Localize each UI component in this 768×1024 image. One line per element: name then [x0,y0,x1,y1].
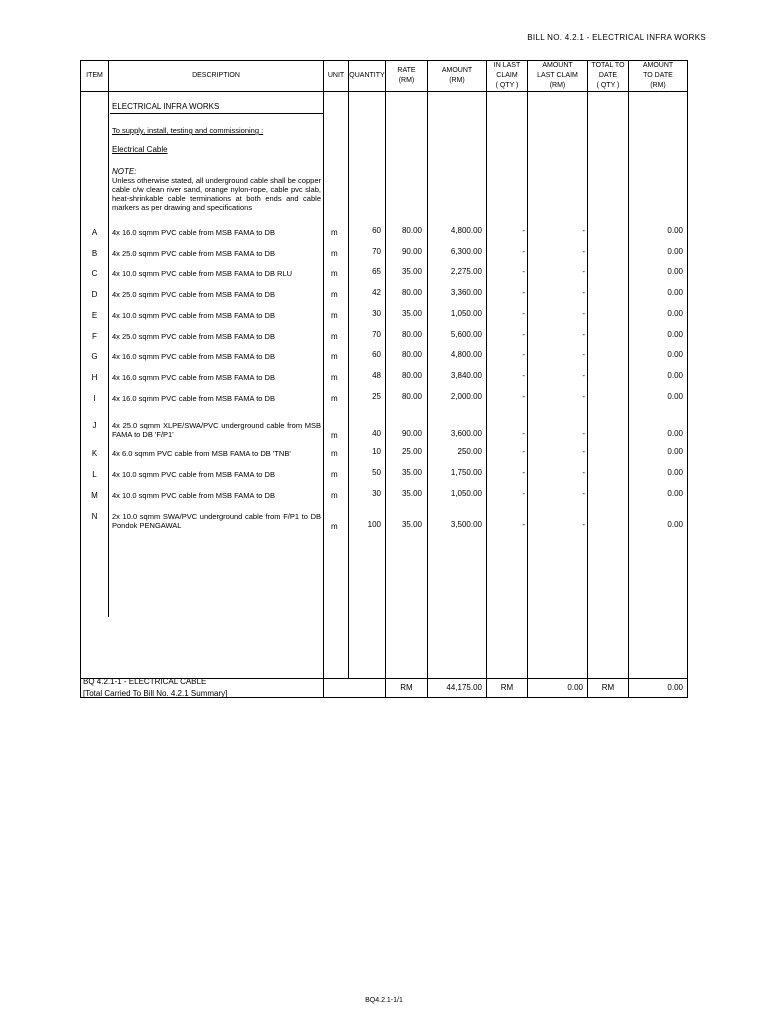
item-quantity: 65 [372,267,381,276]
header-item: ITEM [86,72,103,79]
item-rate: 80.00 [401,288,422,297]
item-to-date-amount: 0.00 [667,350,683,359]
item-unit: m [331,269,338,278]
item-to-date-amount: 0.00 [667,288,683,297]
item-to-date-amount: 0.00 [667,520,683,529]
bill-title: BILL NO. 4.2.1 - ELECTRICAL INFRA WORKS [527,33,706,42]
item-to-date-amount: 0.00 [667,392,683,401]
item-unit: m [331,352,338,361]
item-rate: 90.00 [401,247,422,256]
total-last-amount: 0.00 [567,683,583,692]
item-rate: 35.00 [401,309,422,318]
item-description: 4x 25.0 sqmm PVC cable from MSB FAMA to DB [112,332,275,341]
item-last-qty: - [522,267,525,276]
item-letter: F [92,332,97,341]
item-amount: 5,600.00 [450,330,482,339]
item-rate: 25.00 [401,447,422,456]
col-divider [348,61,349,678]
item-quantity: 42 [372,288,381,297]
item-unit: m [331,332,338,341]
item-last-amount: - [582,288,585,297]
item-last-qty: - [522,468,525,477]
note-text: Unless otherwise stated, all underground cable shall be copper cable c/w clean river sand, orange nylon-rope, cable pvc slab, heat-shrinkable cable terminations at both ends and cable markers as per drawing and specifications [112,176,321,212]
item-to-date-amount: 0.00 [667,468,683,477]
item-to-date-amount: 0.00 [667,330,683,339]
header-in-last-claim: IN LAST CLAIM ( QTY ) [493,62,521,89]
item-rate: 35.00 [401,520,422,529]
section-intro: To supply, install, testing and commissioning : [112,126,264,135]
item-last-amount: - [582,520,585,529]
item-letter: B [91,249,98,258]
section-subheading: Electrical Cable [112,145,168,154]
item-letter: D [91,290,98,299]
item-last-amount: - [582,489,585,498]
item-last-qty: - [522,330,525,339]
item-amount: 1,050.00 [450,489,482,498]
item-to-date-amount: 0.00 [667,267,683,276]
item-last-qty: - [522,489,525,498]
item-last-qty: - [522,520,525,529]
item-to-date-amount: 0.00 [667,371,683,380]
item-description: 4x 16.0 sqmm PVC cable from MSB FAMA to DB [112,394,275,403]
item-unit: m [331,373,338,382]
item-quantity: 30 [372,309,381,318]
item-unit: m [331,491,338,500]
item-amount: 3,600.00 [450,429,482,438]
item-amount: 3,840.00 [450,371,482,380]
item-rate: 35.00 [401,489,422,498]
item-letter: M [91,491,98,500]
item-amount: 1,750.00 [450,468,482,477]
item-unit: m [331,431,338,440]
header-amount-last-claim: AMOUNT LAST CLAIM (RM) [537,62,578,89]
item-amount: 250.00 [457,447,482,456]
page-footer: BQ4.2.1-1/1 [365,997,403,1004]
item-description: 4x 25.0 sqmm PVC cable from MSB FAMA to DB [112,249,275,258]
item-quantity: 10 [372,447,381,456]
item-rate: 80.00 [401,330,422,339]
item-last-qty: - [522,247,525,256]
item-last-amount: - [582,267,585,276]
item-last-amount: - [582,447,585,456]
item-quantity: 48 [372,371,381,380]
item-description: 2x 10.0 sqmm SWA/PVC underground cable from F/P1 to DB Pondok PENGAWAL [112,512,321,530]
item-description: 4x 6.0 sqmm PVC cable from MSB FAMA to DB 'TNB' [112,449,291,458]
item-last-qty: - [522,392,525,401]
item-to-date-amount: 0.00 [667,247,683,256]
item-amount: 6,300.00 [450,247,482,256]
header-description: DESCRIPTION [192,72,240,79]
section-heading: ELECTRICAL INFRA WORKS [112,102,220,111]
item-amount: 2,000.00 [450,392,482,401]
item-last-amount: - [582,468,585,477]
item-last-qty: - [522,226,525,235]
total-amount: 44,175.00 [446,683,482,692]
item-letter: E [91,311,98,320]
item-description: 4x 25.0 sqmm XLPE/SWA/PVC underground cable from MSB FAMA to DB 'F/P1' [112,421,321,439]
item-unit: m [331,449,338,458]
item-unit: m [331,311,338,320]
item-unit: m [331,394,338,403]
item-amount: 1,050.00 [450,309,482,318]
total-amount-currency: RM [400,683,413,692]
header-quantity: QUANTITY [349,72,385,79]
item-description: 4x 16.0 sqmm PVC cable from MSB FAMA to DB [112,352,275,361]
item-last-amount: - [582,350,585,359]
item-last-qty: - [522,447,525,456]
item-last-qty: - [522,371,525,380]
item-description: 4x 16.0 sqmm PVC cable from MSB FAMA to DB [112,228,275,237]
item-last-amount: - [582,392,585,401]
heading-underline [110,113,323,114]
item-last-amount: - [582,247,585,256]
item-description: 4x 25.0 sqmm PVC cable from MSB FAMA to DB [112,290,275,299]
item-last-amount: - [582,330,585,339]
header-bottom-line [81,91,687,92]
item-letter: H [91,373,98,382]
item-letter: J [92,421,97,430]
item-rate: 80.00 [401,350,422,359]
item-description: 4x 10.0 sqmm PVC cable from MSB FAMA to DB RLU [112,269,293,278]
item-letter: G [91,352,98,361]
bill-table [80,60,688,698]
item-to-date-amount: 0.00 [667,447,683,456]
item-amount: 3,500.00 [450,520,482,529]
item-quantity: 100 [367,520,381,529]
item-last-amount: - [582,371,585,380]
col-divider [323,61,324,698]
item-last-amount: - [582,429,585,438]
item-last-qty: - [522,309,525,318]
header-rate: RATE (RM) [397,67,416,84]
item-to-date-amount: 0.00 [667,226,683,235]
item-last-qty: - [522,350,525,359]
item-quantity: 50 [372,468,381,477]
item-last-qty: - [522,288,525,297]
item-rate: 80.00 [401,371,422,380]
item-quantity: 30 [372,489,381,498]
item-last-amount: - [582,226,585,235]
item-description: 4x 10.0 sqmm PVC cable from MSB FAMA to DB [112,311,275,320]
item-last-qty: - [522,429,525,438]
item-rate: 35.00 [401,267,422,276]
header-unit: UNIT [327,72,345,79]
item-letter: A [91,228,98,237]
item-letter: N [91,512,98,521]
item-quantity: 70 [372,247,381,256]
item-letter: K [91,449,98,458]
item-quantity: 40 [372,429,381,438]
col-divider [108,61,109,617]
item-to-date-amount: 0.00 [667,309,683,318]
item-to-date-amount: 0.00 [667,429,683,438]
item-rate: 90.00 [401,429,422,438]
item-unit: m [331,290,338,299]
header-amount: AMOUNT (RM) [441,67,473,84]
total-to-date-currency: RM [601,683,615,692]
item-quantity: 60 [372,350,381,359]
item-quantity: 60 [372,226,381,235]
total-note: [Total Carried To Bill No. 4.2.1 Summary] [83,689,228,698]
item-letter: L [92,470,97,479]
item-description: 4x 10.0 sqmm PVC cable from MSB FAMA to DB [112,470,275,479]
item-last-amount: - [582,309,585,318]
header-amount-to-date: AMOUNT TO DATE (RM) [642,62,674,89]
item-quantity: 70 [372,330,381,339]
item-description: 4x 10.0 sqmm PVC cable from MSB FAMA to DB [112,491,275,500]
item-letter: I [93,394,96,403]
col-divider [587,61,588,698]
item-amount: 2,275.00 [450,267,482,276]
item-amount: 4,800.00 [450,226,482,235]
item-rate: 35.00 [401,468,422,477]
item-to-date-amount: 0.00 [667,489,683,498]
item-unit: m [331,249,338,258]
item-unit: m [331,522,338,531]
total-label: BQ 4.2.1-1 - ELECTRICAL CABLE [83,677,207,686]
item-unit: m [331,470,338,479]
item-amount: 4,800.00 [450,350,482,359]
item-letter: C [91,269,98,278]
item-rate: 80.00 [401,392,422,401]
total-last-currency: RM [500,683,514,692]
item-quantity: 25 [372,392,381,401]
note-label: NOTE: [112,167,137,176]
item-description: 4x 16.0 sqmm PVC cable from MSB FAMA to DB [112,373,275,382]
item-amount: 3,360.00 [450,288,482,297]
total-to-date-amount: 0.00 [667,683,683,692]
header-total-to-date: TOTAL TO DATE ( QTY ) [591,62,625,89]
item-rate: 80.00 [401,226,422,235]
item-unit: m [331,228,338,237]
